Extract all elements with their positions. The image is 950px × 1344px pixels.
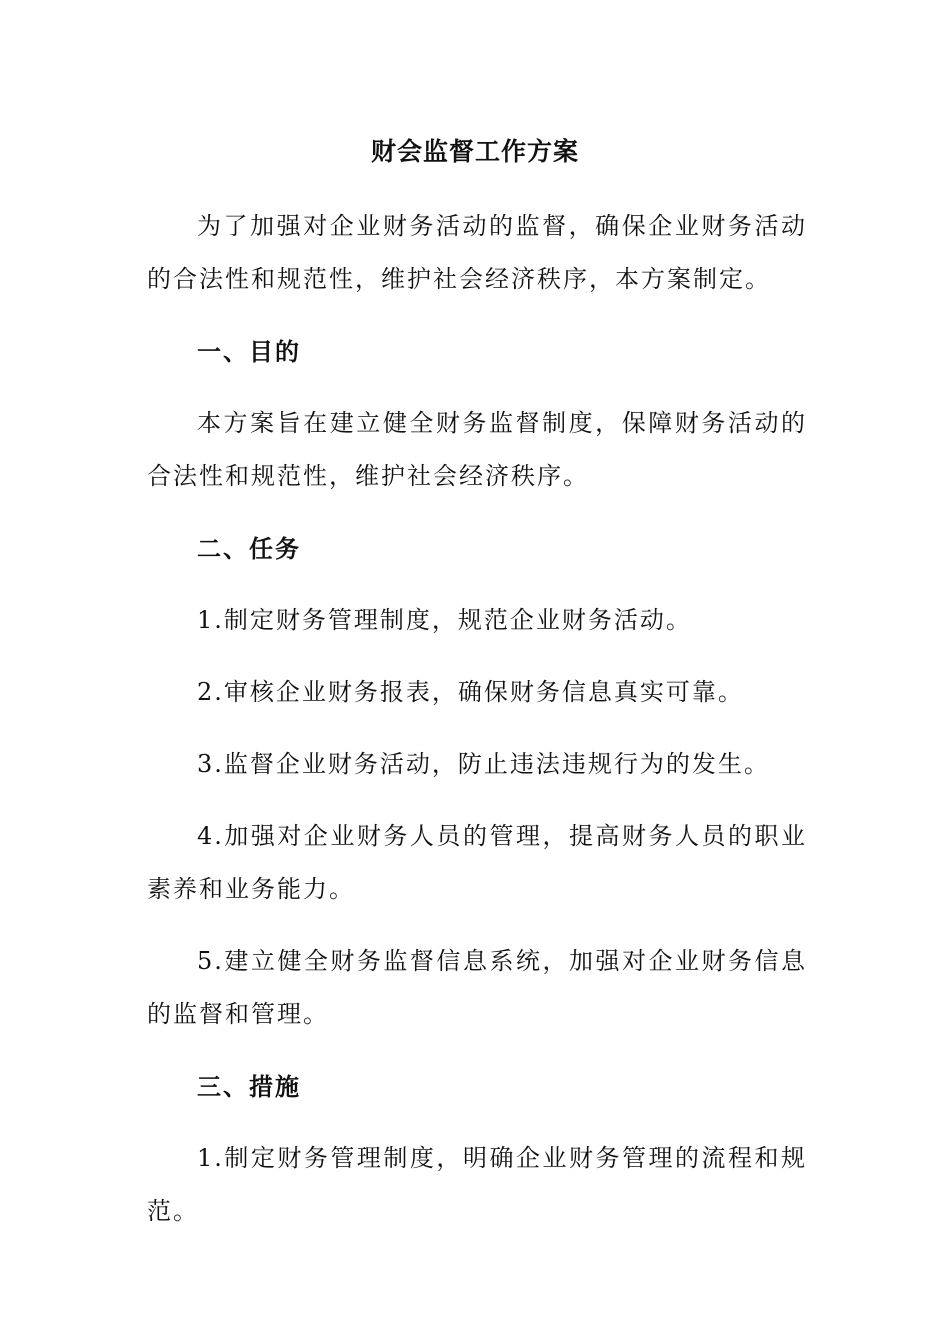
document-body (147, 200, 807, 1257)
section-paragraph: 本方案旨在建立健全财务监督制度，保障财务活动的合法性和规范性，维护社会经济秩序。 (147, 409, 807, 490)
task-item: 5.建立健全财务监督信息系统，加强对企业财务信息的监督和管理。 (147, 947, 807, 1028)
section-heading: 一、目的 (197, 337, 301, 366)
section-measures (147, 1060, 807, 1238)
task-item: 2.审核企业财务报表，确保财务信息真实可靠。 (197, 678, 744, 706)
document-title: 财会监督工作方案 (370, 137, 579, 166)
task-item: 4.加强对企业财务人员的管理，提高财务人员的职业素养和业务能力。 (147, 822, 807, 903)
task-item: 1.制定财务管理制度，规范企业财务活动。 (197, 606, 692, 634)
section-purpose (147, 325, 807, 503)
section-tasks (147, 522, 807, 1041)
task-item: 3.监督企业财务活动，防止违法违规行为的发生。 (197, 750, 770, 778)
section-heading: 三、措施 (197, 1072, 301, 1101)
section-heading: 二、任务 (197, 534, 301, 563)
measure-item: 1.制定财务管理制度，明确企业财务管理的流程和规范。 (147, 1144, 807, 1225)
intro-paragraph: 为了加强对企业财务活动的监督，确保企业财务活动的合法性和规范性，维护社会经济秩序，本方案制定。 (147, 212, 807, 293)
